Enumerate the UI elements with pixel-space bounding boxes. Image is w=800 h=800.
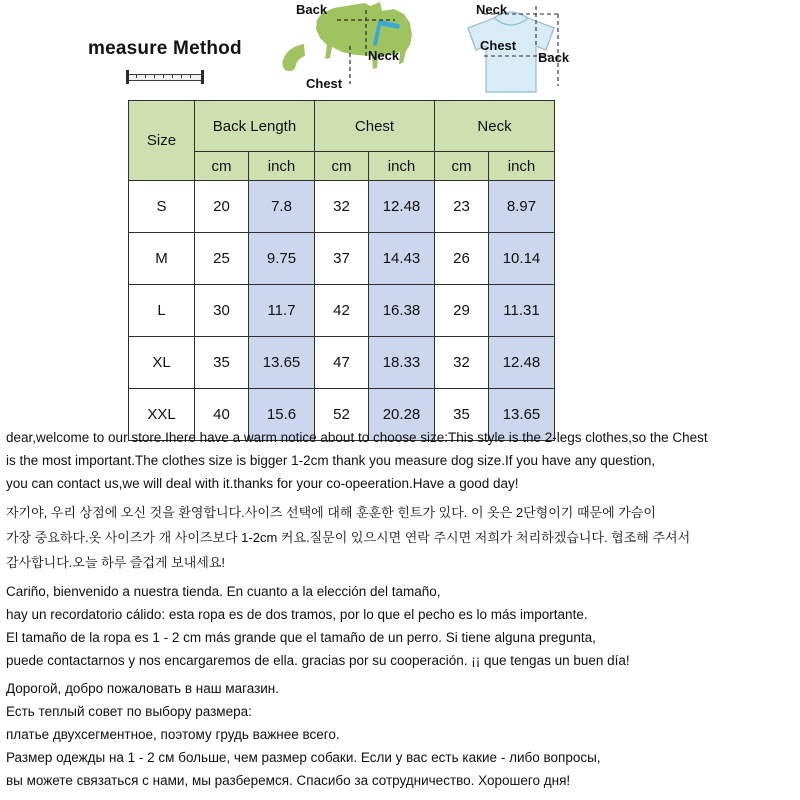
row-size: XXL — [129, 389, 195, 441]
shirt-label-chest: Chest — [480, 38, 517, 53]
cell-back-inch: 9.75 — [249, 233, 315, 285]
cell-chest-cm: 42 — [315, 285, 369, 337]
cell-neck-cm: 35 — [435, 389, 489, 441]
note-es-line: Cariño, bienvenido a nuestra tienda. En cuanto a la elección del tamaño, — [6, 584, 441, 599]
shirt-measure-diagram — [440, 0, 600, 100]
unit-neck-inch: inch — [489, 152, 555, 181]
row-size: M — [129, 233, 195, 285]
unit-chest-cm: cm — [315, 152, 369, 181]
cell-neck-cm: 32 — [435, 337, 489, 389]
cell-back-cm: 40 — [195, 389, 249, 441]
cell-back-cm: 35 — [195, 337, 249, 389]
dog-label-chest: Chest — [306, 76, 343, 91]
cell-neck-inch: 10.14 — [489, 233, 555, 285]
table-row — [129, 181, 555, 233]
shirt-label-neck: Neck — [476, 2, 508, 17]
unit-back-inch: inch — [249, 152, 315, 181]
cell-back-cm: 20 — [195, 181, 249, 233]
cell-back-inch: 7.8 — [249, 181, 315, 233]
cell-neck-inch: 11.31 — [489, 285, 555, 337]
cell-chest-inch: 14.43 — [369, 233, 435, 285]
cell-neck-inch: 12.48 — [489, 337, 555, 389]
header-size: Size — [129, 101, 195, 181]
cell-chest-inch: 16.38 — [369, 285, 435, 337]
table-row — [129, 285, 555, 337]
row-size: L — [129, 285, 195, 337]
cell-chest-inch: 18.33 — [369, 337, 435, 389]
dog-silhouette-icon — [262, 0, 432, 100]
table-header-row — [129, 101, 555, 152]
note-ru-line: вы можете связаться с нами, мы разберемся. Спасибо за сотрудничество. Хорошего дня! — [6, 773, 571, 788]
note-en-line: is the most important.The clothes size is bigger 1-2cm thank you measure dog size.If you have any question, — [6, 453, 656, 468]
note-ko-line: 가장 중요하다.옷 사이즈가 개 사이즈보다 1-2cm 커요.질문이 있으시면 연락 주시면 저희가 처리하겠습니다. 협조해 주셔서 — [6, 530, 691, 545]
cell-back-cm: 25 — [195, 233, 249, 285]
dog-measure-diagram — [262, 0, 432, 100]
page-title: measure Method — [88, 38, 242, 59]
note-en-line: dear,welcome to our store.Ihere have a warm notice about to choose size:This style is the 2-legs clothes,so the Chest — [6, 430, 708, 445]
note-ru-line: Дорогой, добро пожаловать в наш магазин. — [6, 681, 279, 696]
header-neck: Neck — [435, 101, 555, 152]
cell-chest-cm: 37 — [315, 233, 369, 285]
note-ko-line: 자기야, 우리 상점에 오신 것을 환영합니다.사이즈 선택에 대해 훈훈한 힌트가 있다. 이 옷은 2단형이기 때문에 가슴이 — [6, 505, 656, 520]
ruler-icon — [126, 70, 204, 84]
dog-label-back: Back — [296, 2, 328, 17]
shirt-label-back: Back — [538, 50, 570, 65]
notes-section — [6, 428, 798, 794]
note-ko-line: 감사합니다.오늘 하루 즐겁게 보내세요! — [6, 555, 225, 570]
size-chart-table — [128, 100, 555, 441]
unit-chest-inch: inch — [369, 152, 435, 181]
cell-neck-cm: 29 — [435, 285, 489, 337]
cell-neck-cm: 23 — [435, 181, 489, 233]
note-es-line: El tamaño de la ropa es 1 - 2 cm más grande que el tamaño de un perro. Si tiene alguna pregunta, — [6, 630, 596, 645]
shirt-outline-icon — [440, 0, 600, 100]
note-en-line: you can contact us,we will deal with it.thanks for your co-opeeration.Have a good day! — [6, 476, 519, 491]
cell-back-inch: 11.7 — [249, 285, 315, 337]
cell-chest-inch: 20.28 — [369, 389, 435, 441]
cell-back-inch: 13.65 — [249, 337, 315, 389]
unit-neck-cm: cm — [435, 152, 489, 181]
cell-chest-cm: 52 — [315, 389, 369, 441]
note-ru-line: Размер одежды на 1 - 2 см больше, чем размер собаки. Если у вас есть какие - либо вопросы, — [6, 750, 601, 765]
note-ru-line: платье двухсегментное, поэтому грудь важнее всего. — [6, 727, 340, 742]
cell-chest-inch: 12.48 — [369, 181, 435, 233]
unit-back-cm: cm — [195, 152, 249, 181]
cell-back-inch: 15.6 — [249, 389, 315, 441]
diagram-header — [0, 0, 800, 100]
cell-chest-cm: 32 — [315, 181, 369, 233]
header-back-length: Back Length — [195, 101, 315, 152]
dog-label-neck: Neck — [368, 48, 400, 63]
note-es-line: puede contactarnos y nos encargaremos de ella. gracias por su cooperación. ¡¡ que tengas un buen día! — [6, 653, 630, 668]
cell-chest-cm: 47 — [315, 337, 369, 389]
note-ru-line: Есть теплый совет по выбору размера: — [6, 704, 252, 719]
cell-neck-cm: 26 — [435, 233, 489, 285]
cell-neck-inch: 13.65 — [489, 389, 555, 441]
table-row — [129, 337, 555, 389]
row-size: XL — [129, 337, 195, 389]
row-size: S — [129, 181, 195, 233]
cell-back-cm: 30 — [195, 285, 249, 337]
table-row — [129, 233, 555, 285]
header-chest: Chest — [315, 101, 435, 152]
cell-neck-inch: 8.97 — [489, 181, 555, 233]
note-es-line: hay un recordatorio cálido: esta ropa es de dos tramos, por lo que el pecho es lo más importante. — [6, 607, 588, 622]
